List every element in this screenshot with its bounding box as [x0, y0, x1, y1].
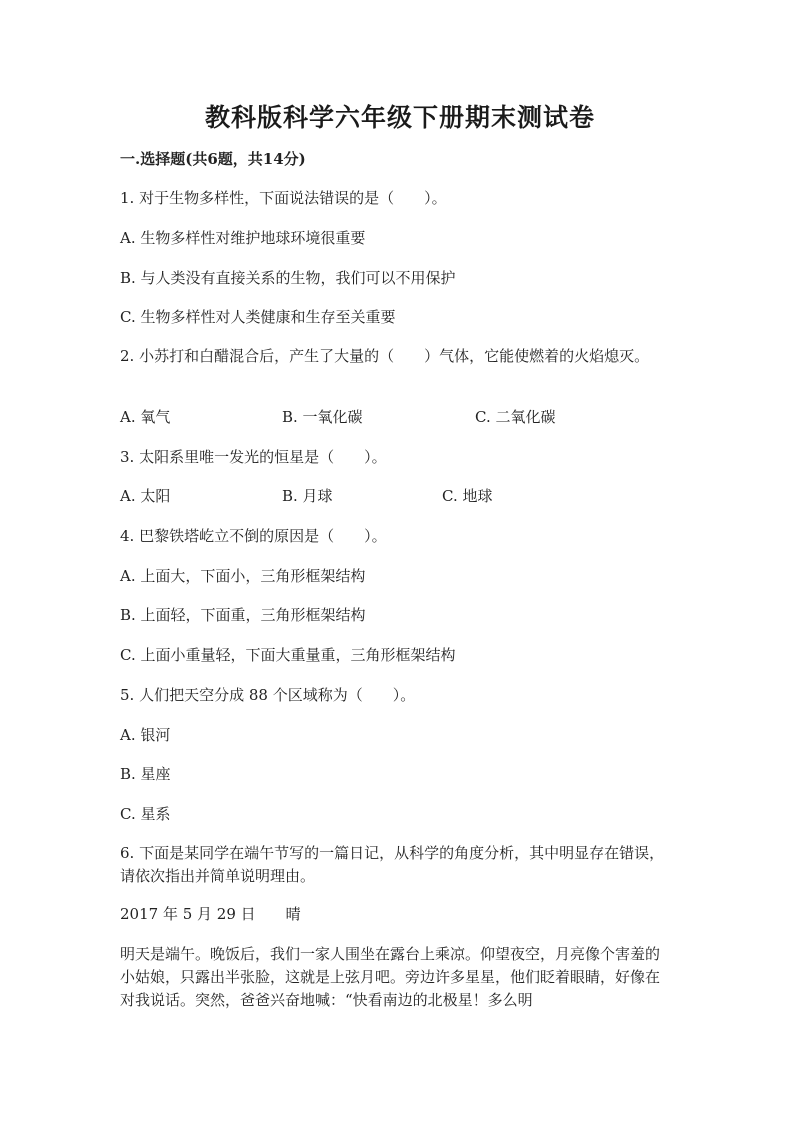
question-3-option-a: A. 太阳	[120, 487, 171, 505]
question-4-option-c: C. 上面小重量轻，下面大重量重，三角形框架结构	[120, 646, 456, 664]
question-3-stem: 3. 太阳系里唯一发光的恒星是（ ）。	[120, 448, 387, 466]
question-2-option-b: B. 一氧化碳	[282, 408, 363, 426]
question-2-option-c: C. 二氧化碳	[475, 408, 556, 426]
diary-date: 2017 年 5 月 29 日 晴	[120, 905, 301, 923]
question-5-option-b: B. 星座	[120, 765, 171, 783]
question-2-option-a: A. 氧气	[120, 408, 171, 426]
question-6-stem: 6. 下面是某同学在端午节写的一篇日记，从科学的角度分析，其中明显存在错误，请依次指出并简单说明理由。	[120, 844, 665, 885]
question-5-stem: 5. 人们把天空分成 88 个区域称为（ ）。	[120, 686, 416, 704]
question-5-option-c: C. 星系	[120, 805, 171, 823]
question-2-options	[120, 406, 680, 428]
question-4-option-a: A. 上面大，下面小，三角形框架结构	[120, 567, 366, 585]
question-3-option-b: B. 月球	[282, 487, 333, 505]
question-1-option-a: A. 生物多样性对维护地球环境很重要	[120, 229, 366, 247]
question-1-stem: 1. 对于生物多样性，下面说法错误的是（ ）。	[120, 189, 447, 207]
question-3-options	[120, 485, 680, 507]
question-4-option-b: B. 上面轻，下面重，三角形框架结构	[120, 606, 366, 624]
question-5-option-a: A. 银河	[120, 726, 171, 744]
section-heading: 一.选择题(共6题，共14分)	[120, 150, 306, 168]
exam-title: 教科版科学六年级下册期末测试卷	[204, 103, 595, 132]
question-3-option-c: C. 地球	[442, 487, 493, 505]
question-4-stem: 4. 巴黎铁塔屹立不倒的原因是（ ）。	[120, 527, 387, 545]
question-1-option-b: B. 与人类没有直接关系的生物，我们可以不用保护	[120, 269, 456, 287]
question-1-option-c: C. 生物多样性对人类健康和生存至关重要	[120, 308, 396, 326]
diary-text: 明天是端午。晚饭后，我们一家人围坐在露台上乘凉。仰望夜空，月亮像个害羞的小姑娘，只露出半张脸，这就是上弦月吧。旁边许多星星，他们眨着眼睛，好像在对我说话。突然，爸爸兴奋地喊：“快看南边的北极星！多么明	[120, 945, 661, 1009]
question-2-stem: 2. 小苏打和白醋混合后，产生了大量的（ ）气体，它能使燃着的火焰熄灭。	[120, 347, 650, 365]
